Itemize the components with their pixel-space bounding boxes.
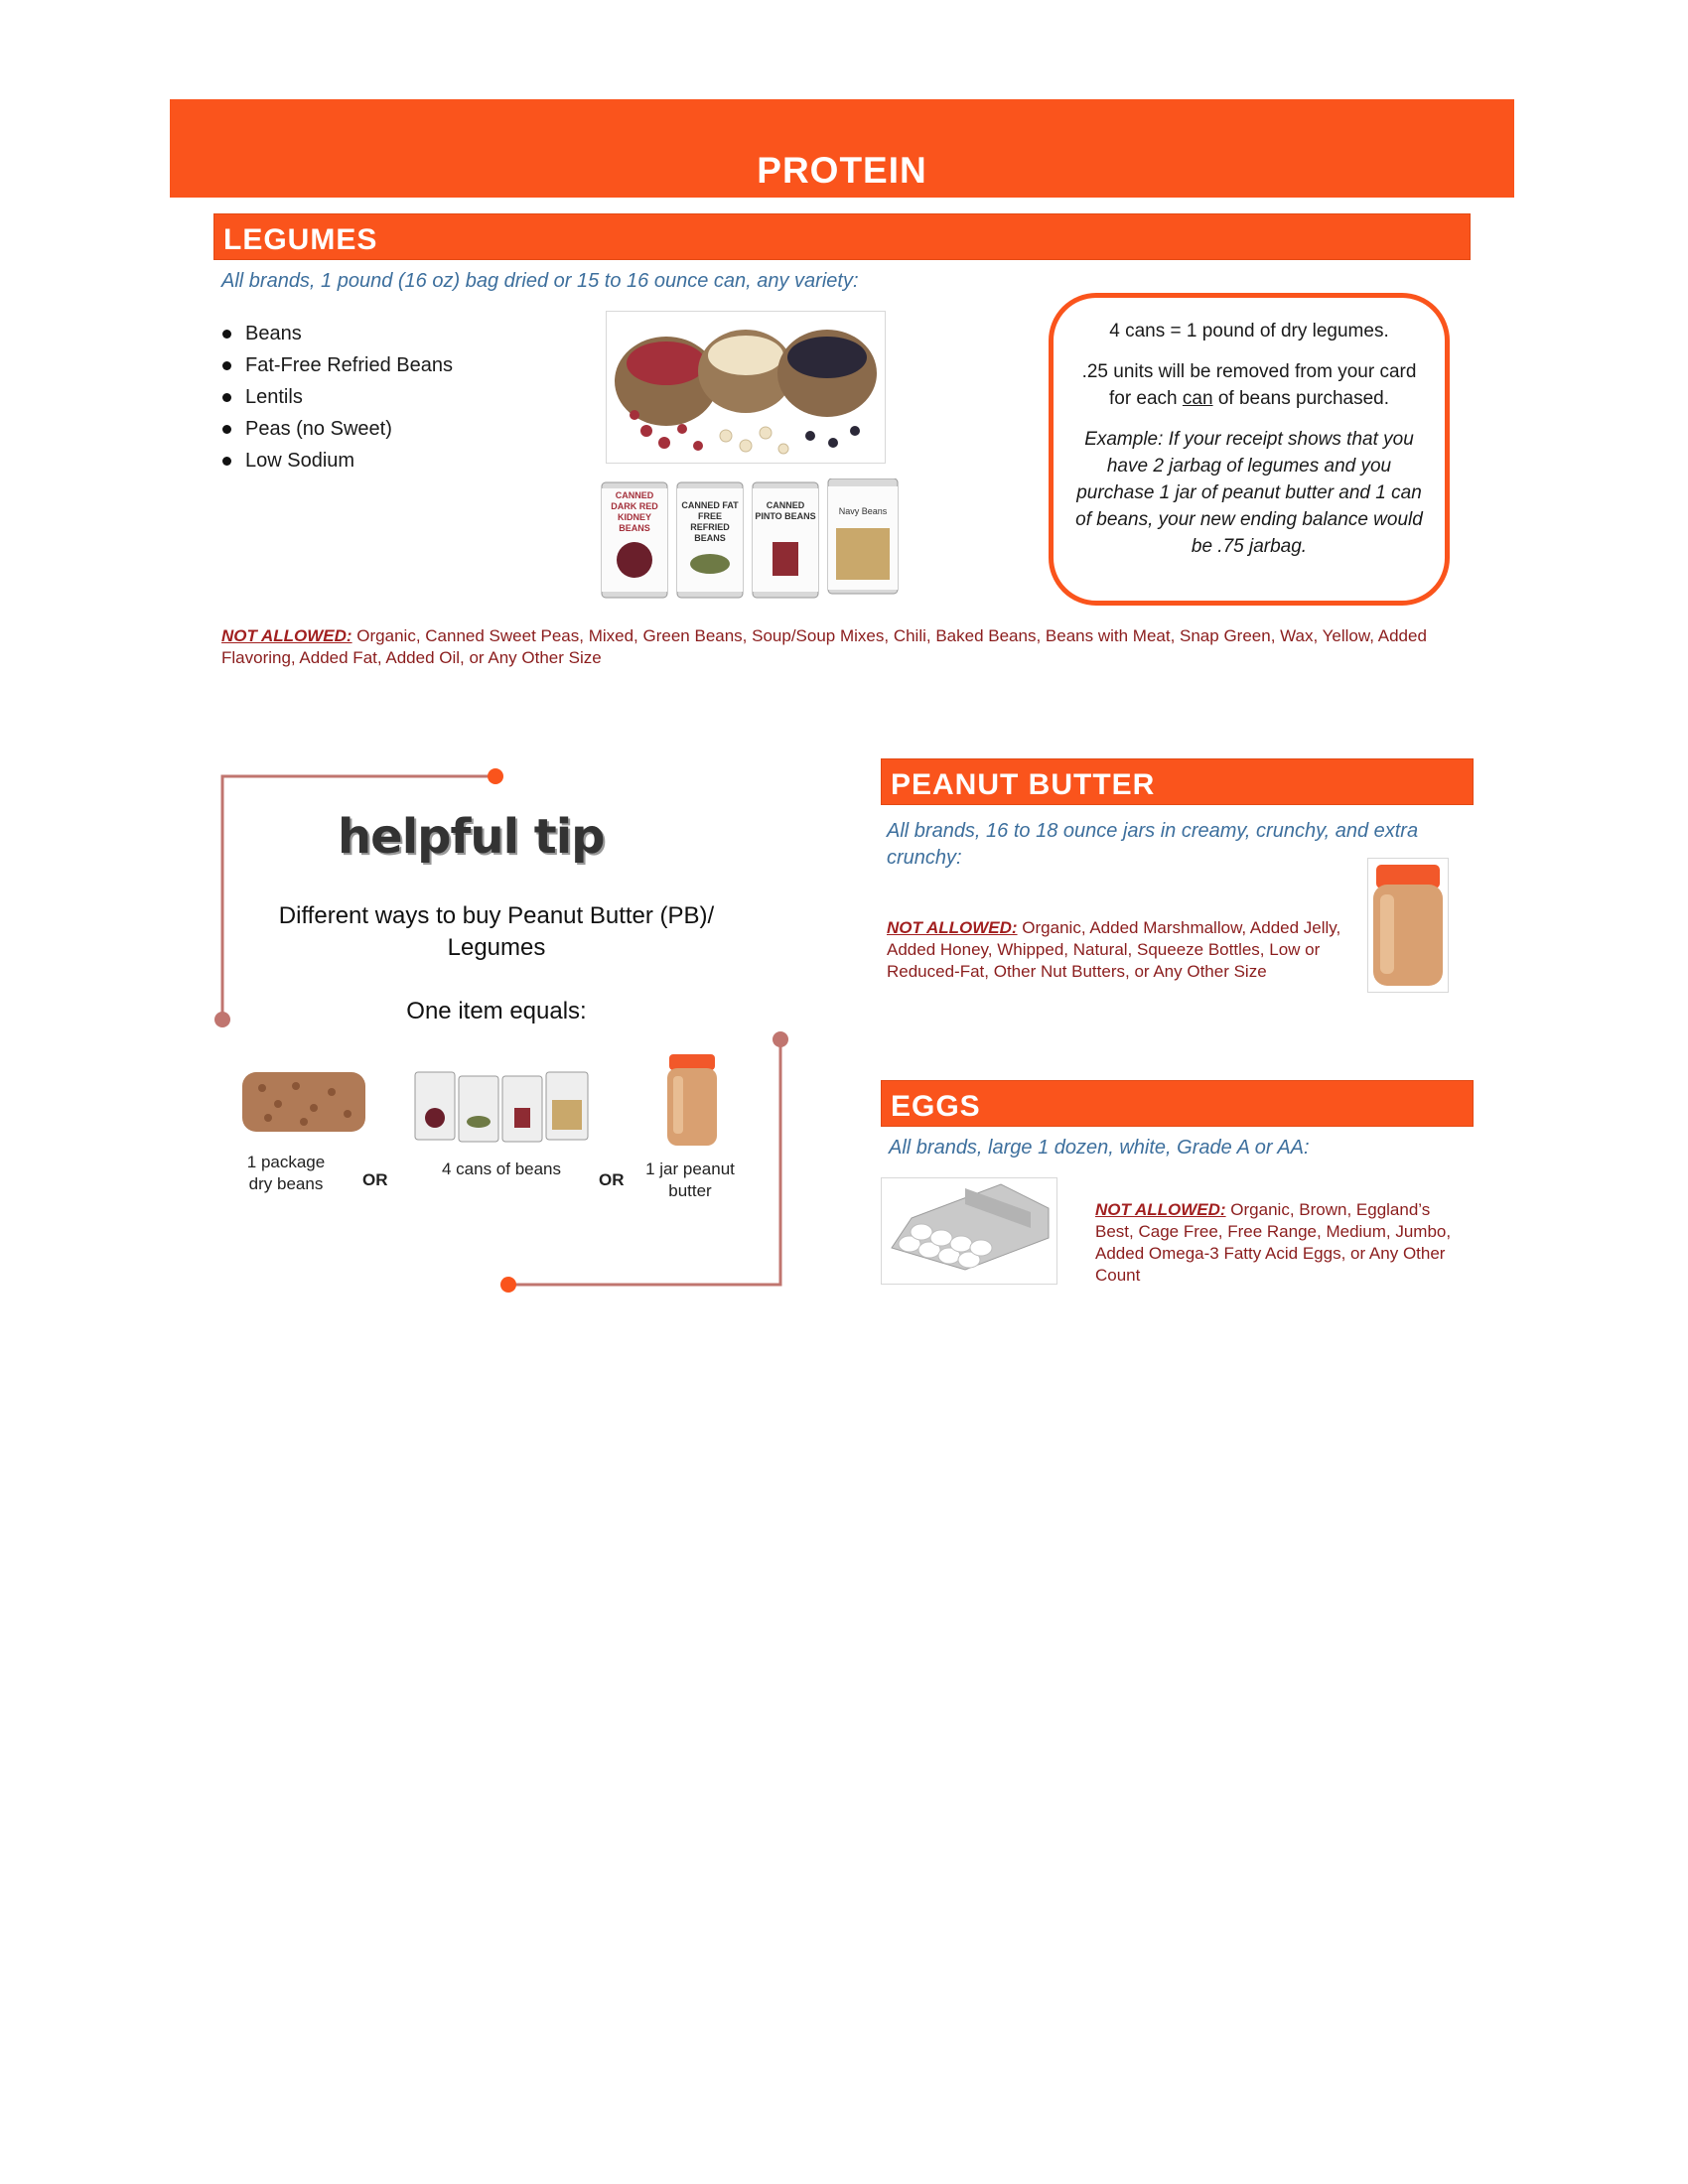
tip-title: helpful tip <box>338 809 605 865</box>
can-label: CANNED DARK RED KIDNEY BEANS <box>611 490 658 533</box>
four-cans-image <box>413 1070 592 1144</box>
callout-line2: .25 units will be removed from your card for each can of beans purchased. <box>1081 361 1417 409</box>
peanut-butter-heading: PEANUT BUTTER <box>891 768 1156 801</box>
peanut-butter-subtitle: All brands, 16 to 18 ounce jars in creamy, crunchy, and extra crunchy: <box>887 820 1419 869</box>
peanut-butter-not-allowed: NOT ALLOWED: Organic, Added Marshmallow, Added Jelly, Added Honey, Whipped, Natural, Squeeze Bottles, Low or Reduced-Fat, Other Nut Butters, or Any Other Size <box>887 918 1341 981</box>
legumes-heading-bar <box>213 213 1471 260</box>
egg-carton-image <box>881 1177 1057 1285</box>
tip-equals: One item equals: <box>406 998 587 1024</box>
list-item: Peas (no Sweet) <box>222 413 453 445</box>
legumes-callout <box>1049 293 1450 606</box>
or-label: OR <box>362 1170 388 1189</box>
callout-line1: 4 cans = 1 pound of dry legumes. <box>1109 321 1389 341</box>
peanut-butter-jar-small <box>663 1052 721 1150</box>
bean-cans-image <box>598 478 904 602</box>
can-label: Navy Beans <box>838 506 888 516</box>
legumes-subtitle: All brands, 1 pound (16 oz) bag dried or 15 to 16 ounce can, any variety: <box>221 270 859 292</box>
list-item: Lentils <box>222 381 453 413</box>
bean-sacks-image <box>606 311 886 464</box>
connector-dot <box>500 1277 516 1293</box>
or-label: OR <box>599 1170 625 1189</box>
list-item: Fat-Free Refried Beans <box>222 349 453 381</box>
connector-dot <box>214 1012 230 1027</box>
eggs-not-allowed: NOT ALLOWED: Organic, Brown, Eggland’s Best, Cage Free, Free Range, Medium, Jumbo, Added Omega-3 Fatty Acid Eggs, or Any Other Count <box>1095 1200 1452 1285</box>
page-title: PROTEIN <box>757 150 927 191</box>
callout-example: Example: If your receipt shows that you have 2 jarbag of legumes and you purchase 1 jar of peanut butter and 1 can of beans, your new ending balance would be .75 jarbag. <box>1075 429 1423 557</box>
can-label: CANNED PINTO BEANS <box>755 500 816 521</box>
page-banner <box>170 99 1514 198</box>
peanut-butter-heading-bar <box>881 758 1474 805</box>
dry-beans-package-image <box>238 1064 369 1140</box>
legumes-list <box>222 318 453 477</box>
connector-dot <box>488 768 503 784</box>
legumes-not-allowed: NOT ALLOWED: Organic, Canned Sweet Peas, Mixed, Green Beans, Soup/Soup Mixes, Chili, Baked Beans, Beans with Meat, Snap Green, Wax, Yellow, Added Flavoring, Added Fat, Added Oil, or Any Other Size <box>221 626 1427 667</box>
eggs-subtitle: All brands, large 1 dozen, white, Grade A or AA: <box>889 1137 1310 1159</box>
list-item: Low Sodium <box>222 445 453 477</box>
list-item: Beans <box>222 318 453 349</box>
option-dry-beans: 1 package dry beans <box>246 1153 326 1193</box>
eggs-heading: EGGS <box>891 1090 981 1123</box>
legumes-heading: LEGUMES <box>223 223 378 256</box>
can-label: CANNED FAT FREE REFRIED BEANS <box>681 500 739 543</box>
connector-dot <box>773 1031 788 1047</box>
eggs-heading-bar <box>881 1080 1474 1127</box>
peanut-butter-jar-image <box>1367 858 1449 993</box>
option-cans: 4 cans of beans <box>441 1160 562 1178</box>
option-jar: 1 jar peanut butter <box>645 1160 735 1200</box>
tip-text: Different ways to buy Peanut Butter (PB)/ Legumes <box>278 902 715 961</box>
